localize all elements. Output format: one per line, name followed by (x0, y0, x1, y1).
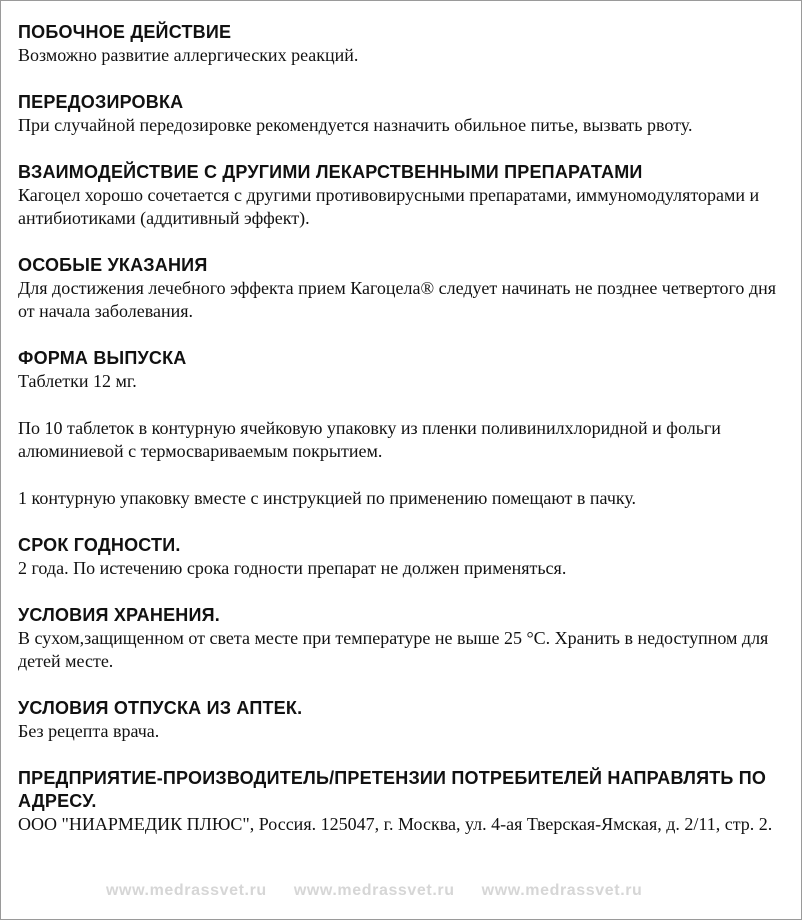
section-side-effects (18, 21, 796, 67)
section-heading: СРОК ГОДНОСТИ. (18, 535, 181, 555)
document-body (18, 21, 796, 836)
section-text: В сухом,защищенном от света месте при температуре не выше 25 °С. Хранить в недоступном для детей месте. (18, 628, 769, 671)
section-heading: УСЛОВИЯ ХРАНЕНИЯ. (18, 605, 220, 625)
section-text: ООО "НИАРМЕДИК ПЛЮС", Россия. 125047, г. Москва, ул. 4-ая Тверская-Ямская, д. 2/11, стр. 2. (18, 814, 773, 834)
section-shelf-life (18, 534, 796, 580)
watermark-text: www.medrassvet.ru (481, 882, 643, 899)
watermark (106, 882, 664, 900)
section-text: Возможно развитие аллергических реакций. (18, 45, 359, 65)
section-text: 1 контурную упаковку вместе с инструкцией по применению помещают в пачку. (18, 488, 637, 508)
section-text: При случайной передозировке рекомендуется назначить обильное питье, вызвать рвоту. (18, 115, 693, 135)
section-text: Таблетки 12 мг. (18, 371, 137, 391)
section-text: Для достижения лечебного эффекта прием Кагоцела® следует начинать не позднее четвертого дня от начала заболевания. (18, 278, 776, 321)
section-heading: УСЛОВИЯ ОТПУСКА ИЗ АПТЕК. (18, 698, 303, 718)
section-storage (18, 604, 796, 673)
section-text: Кагоцел хорошо сочетается с другими противовирусными препаратами, иммуномодуляторами и антибиотиками (аддитивный эффект). (18, 185, 760, 228)
section-text: По 10 таблеток в контурную ячейковую упаковку из пленки поливинилхлоридной и фольги алюминиевой с термосвариваемым покрытием. (18, 418, 721, 461)
section-heading: ФОРМА ВЫПУСКА (18, 348, 187, 368)
section-heading: ПЕРЕДОЗИРОВКА (18, 92, 184, 112)
section-release-form (18, 347, 796, 510)
section-dispensing (18, 697, 796, 743)
section-heading: ПРЕДПРИЯТИЕ-ПРОИЗВОДИТЕЛЬ/ПРЕТЕНЗИИ ПОТРЕБИТЕЛЕЙ НАПРАВЛЯТЬ ПО АДРЕСУ. (18, 768, 767, 811)
section-overdose (18, 91, 796, 137)
section-interactions (18, 161, 796, 230)
watermark-text: www.medrassvet.ru (293, 882, 455, 899)
section-heading: ПОБОЧНОЕ ДЕЙСТВИЕ (18, 22, 232, 42)
section-text: Без рецепта врача. (18, 721, 160, 741)
watermark-text: www.medrassvet.ru (106, 882, 267, 899)
section-text: 2 года. По истечению срока годности препарат не должен применяться. (18, 558, 567, 578)
section-heading: ВЗАИМОДЕЙСТВИЕ С ДРУГИМИ ЛЕКАРСТВЕННЫМИ ПРЕПАРАТАМИ (18, 162, 643, 182)
section-heading: ОСОБЫЕ УКАЗАНИЯ (18, 255, 208, 275)
section-manufacturer (18, 767, 796, 836)
section-special-instructions (18, 254, 796, 323)
